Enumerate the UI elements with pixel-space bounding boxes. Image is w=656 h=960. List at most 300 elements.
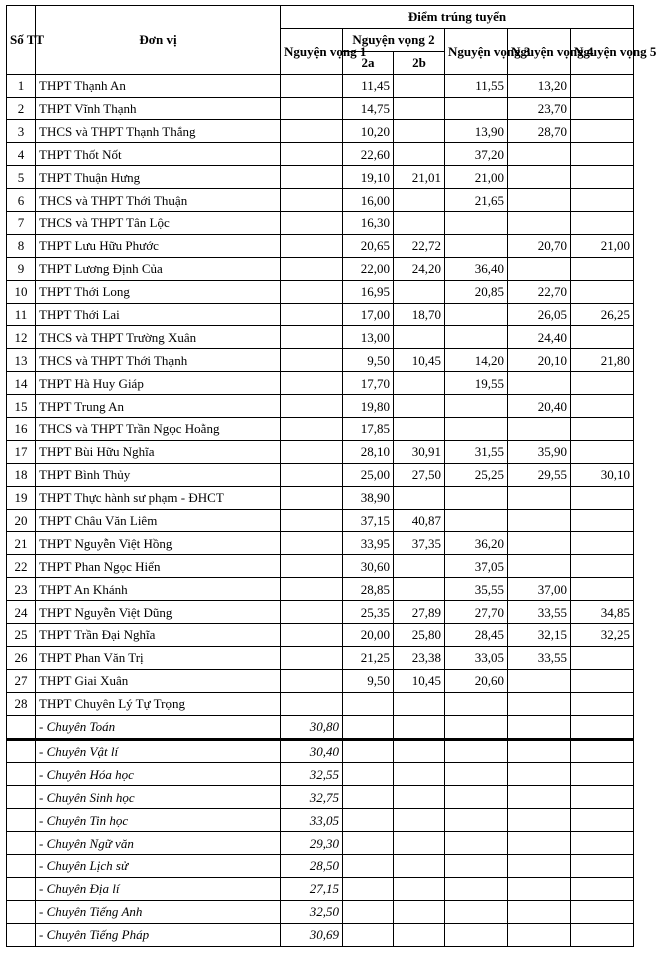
cell-nv4: 37,00 <box>508 578 571 601</box>
cell-nv3: 35,55 <box>445 578 508 601</box>
cell-nv2b <box>394 143 445 166</box>
table-row <box>7 189 634 212</box>
cell-stt <box>7 900 36 923</box>
cell-unit: THPT Nguyễn Việt Hồng <box>36 532 281 555</box>
cell-unit: THCS và THPT Trần Ngọc Hoằng <box>36 418 281 441</box>
cell-nv2a: 37,15 <box>343 509 394 532</box>
cell-nv2a: 28,85 <box>343 578 394 601</box>
cell-unit: - Chuyên Ngữ văn <box>36 832 281 855</box>
cell-nv4 <box>508 809 571 832</box>
cell-nv1 <box>281 257 343 280</box>
cell-nv3: 37,20 <box>445 143 508 166</box>
cell-nv2a: 28,10 <box>343 440 394 463</box>
cell-nv4 <box>508 877 571 900</box>
cell-nv1 <box>281 418 343 441</box>
header-nv3: Nguyện vọng 3 <box>445 28 508 74</box>
cell-nv1 <box>281 692 343 715</box>
table-row <box>7 303 634 326</box>
cell-nv1: 30,69 <box>281 923 343 946</box>
cell-unit: - Chuyên Sinh học <box>36 786 281 809</box>
cell-nv4 <box>508 372 571 395</box>
cell-nv5 <box>571 418 634 441</box>
cell-nv2b <box>394 692 445 715</box>
cell-nv2a: 13,00 <box>343 326 394 349</box>
cell-nv2a: 9,50 <box>343 349 394 372</box>
cell-stt: 12 <box>7 326 36 349</box>
cell-nv3 <box>445 786 508 809</box>
cell-nv3: 20,85 <box>445 280 508 303</box>
cell-stt: 16 <box>7 418 36 441</box>
cell-stt: 19 <box>7 486 36 509</box>
cell-stt <box>7 923 36 946</box>
cell-nv2a <box>343 923 394 946</box>
cell-nv2b: 18,70 <box>394 303 445 326</box>
cell-nv3: 27,70 <box>445 601 508 624</box>
cell-nv1: 32,50 <box>281 900 343 923</box>
cell-nv2b: 24,20 <box>394 257 445 280</box>
cell-nv4 <box>508 763 571 786</box>
cell-unit: THCS và THPT Thới Thuận <box>36 189 281 212</box>
cell-nv3: 33,05 <box>445 646 508 669</box>
cell-unit: THPT Thạnh An <box>36 74 281 97</box>
cell-nv1 <box>281 440 343 463</box>
header-nv4: Nguyện vọng 4 <box>508 28 571 74</box>
cell-nv3 <box>445 692 508 715</box>
cell-unit: THPT Trần Đại Nghĩa <box>36 624 281 647</box>
cell-nv4: 33,55 <box>508 646 571 669</box>
cell-nv2b: 25,80 <box>394 624 445 647</box>
cell-unit: - Chuyên Địa lí <box>36 877 281 900</box>
cell-nv2b: 30,91 <box>394 440 445 463</box>
cell-nv1 <box>281 74 343 97</box>
cell-stt <box>7 809 36 832</box>
cell-nv2a <box>343 854 394 877</box>
cell-nv5: 34,85 <box>571 601 634 624</box>
table-row <box>7 440 634 463</box>
cell-nv4: 22,70 <box>508 280 571 303</box>
cell-nv2b <box>394 372 445 395</box>
cell-unit: THPT Thới Long <box>36 280 281 303</box>
cell-nv4: 20,40 <box>508 395 571 418</box>
table-row <box>7 166 634 189</box>
cell-nv1: 28,50 <box>281 854 343 877</box>
header-stt: Số TT <box>7 6 36 75</box>
cell-unit: THPT Thới Lai <box>36 303 281 326</box>
cell-nv5 <box>571 715 634 739</box>
cell-nv1 <box>281 120 343 143</box>
cell-nv4: 23,70 <box>508 97 571 120</box>
cell-nv1: 30,40 <box>281 739 343 763</box>
cell-nv4 <box>508 418 571 441</box>
cell-nv1 <box>281 372 343 395</box>
cell-nv4 <box>508 739 571 763</box>
table-row <box>7 234 634 257</box>
table-row <box>7 486 634 509</box>
cell-nv5 <box>571 372 634 395</box>
cell-nv5 <box>571 555 634 578</box>
cell-nv2b <box>394 120 445 143</box>
cell-nv1 <box>281 212 343 235</box>
cell-stt: 18 <box>7 463 36 486</box>
cell-nv4 <box>508 669 571 692</box>
cell-nv1 <box>281 509 343 532</box>
header-nv2b: 2b <box>394 51 445 74</box>
cell-nv2a <box>343 692 394 715</box>
cell-nv1 <box>281 646 343 669</box>
cell-nv2a <box>343 786 394 809</box>
table-row <box>7 578 634 601</box>
cell-nv2a: 17,00 <box>343 303 394 326</box>
cell-unit: - Chuyên Tiếng Anh <box>36 900 281 923</box>
cell-nv4 <box>508 854 571 877</box>
cell-nv3 <box>445 326 508 349</box>
cell-nv1: 29,30 <box>281 832 343 855</box>
specialized-row <box>7 809 634 832</box>
cell-nv3: 21,65 <box>445 189 508 212</box>
cell-unit: THPT Thuận Hưng <box>36 166 281 189</box>
cell-nv4: 32,15 <box>508 624 571 647</box>
cell-nv5 <box>571 189 634 212</box>
table-row <box>7 509 634 532</box>
cell-nv1: 32,55 <box>281 763 343 786</box>
cell-nv4: 28,70 <box>508 120 571 143</box>
cell-nv2a: 21,25 <box>343 646 394 669</box>
cell-nv2a: 16,00 <box>343 189 394 212</box>
specialized-row <box>7 923 634 946</box>
cell-nv2b <box>394 832 445 855</box>
cell-nv2b <box>394 809 445 832</box>
cell-stt: 1 <box>7 74 36 97</box>
cell-stt: 14 <box>7 372 36 395</box>
cell-nv2a <box>343 809 394 832</box>
cell-nv5: 30,10 <box>571 463 634 486</box>
cell-nv5 <box>571 877 634 900</box>
cell-nv3 <box>445 97 508 120</box>
specialized-row <box>7 900 634 923</box>
cell-nv2b <box>394 923 445 946</box>
cell-unit: THPT Châu Văn Liêm <box>36 509 281 532</box>
specialized-row <box>7 739 634 763</box>
cell-stt: 7 <box>7 212 36 235</box>
cell-nv2a: 16,30 <box>343 212 394 235</box>
cell-nv1: 30,80 <box>281 715 343 739</box>
cell-nv4: 33,55 <box>508 601 571 624</box>
cell-stt: 6 <box>7 189 36 212</box>
cell-nv2a: 30,60 <box>343 555 394 578</box>
cell-stt: 17 <box>7 440 36 463</box>
cell-nv2a: 22,60 <box>343 143 394 166</box>
table-row <box>7 555 634 578</box>
cell-nv3 <box>445 739 508 763</box>
table-row <box>7 418 634 441</box>
cell-unit: THPT Lương Định Của <box>36 257 281 280</box>
cell-nv2a <box>343 739 394 763</box>
cell-nv2b <box>394 900 445 923</box>
cell-nv4 <box>508 900 571 923</box>
table-row <box>7 143 634 166</box>
cell-nv4 <box>508 832 571 855</box>
cell-nv3 <box>445 395 508 418</box>
cell-unit: - Chuyên Toán <box>36 715 281 739</box>
cell-unit: THPT Trung An <box>36 395 281 418</box>
cell-nv4: 20,10 <box>508 349 571 372</box>
cell-nv1 <box>281 601 343 624</box>
cell-nv3: 13,90 <box>445 120 508 143</box>
cell-nv5 <box>571 440 634 463</box>
cell-stt: 5 <box>7 166 36 189</box>
cell-nv1 <box>281 166 343 189</box>
cell-nv4: 24,40 <box>508 326 571 349</box>
cell-stt <box>7 877 36 900</box>
cell-nv2a: 19,10 <box>343 166 394 189</box>
cell-nv4 <box>508 143 571 166</box>
cell-unit: THPT Thốt Nốt <box>36 143 281 166</box>
cell-nv1 <box>281 349 343 372</box>
specialized-row <box>7 763 634 786</box>
cell-unit: THPT Nguyễn Việt Dũng <box>36 601 281 624</box>
specialized-row <box>7 854 634 877</box>
cell-nv1 <box>281 486 343 509</box>
cell-unit: - Chuyên Lịch sử <box>36 854 281 877</box>
cell-nv1 <box>281 326 343 349</box>
cell-nv5 <box>571 74 634 97</box>
cell-nv2a: 20,65 <box>343 234 394 257</box>
cell-nv2b <box>394 74 445 97</box>
cell-nv2b: 37,35 <box>394 532 445 555</box>
cell-nv2b <box>394 786 445 809</box>
cell-nv2b <box>394 763 445 786</box>
cell-nv1: 27,15 <box>281 877 343 900</box>
cell-unit: THPT Bình Thủy <box>36 463 281 486</box>
cell-nv3: 19,55 <box>445 372 508 395</box>
cell-nv2b: 10,45 <box>394 349 445 372</box>
cell-nv2a: 17,70 <box>343 372 394 395</box>
cell-nv3 <box>445 763 508 786</box>
cell-nv1 <box>281 463 343 486</box>
cell-nv4: 13,20 <box>508 74 571 97</box>
cell-nv5 <box>571 120 634 143</box>
cell-nv3 <box>445 212 508 235</box>
cell-nv2a: 10,20 <box>343 120 394 143</box>
cell-nv3: 14,20 <box>445 349 508 372</box>
cell-nv4 <box>508 692 571 715</box>
cell-stt <box>7 739 36 763</box>
cell-stt: 26 <box>7 646 36 669</box>
cell-nv3: 11,55 <box>445 74 508 97</box>
cell-nv3: 37,05 <box>445 555 508 578</box>
cell-nv5 <box>571 97 634 120</box>
cell-nv5 <box>571 739 634 763</box>
table-row <box>7 395 634 418</box>
cell-nv1 <box>281 578 343 601</box>
cell-nv2b: 10,45 <box>394 669 445 692</box>
table-header <box>7 6 656 75</box>
cell-nv2a: 11,45 <box>343 74 394 97</box>
cell-nv5 <box>571 509 634 532</box>
cell-nv3 <box>445 418 508 441</box>
cell-stt: 2 <box>7 97 36 120</box>
cell-nv2b <box>394 486 445 509</box>
cell-nv2a: 14,75 <box>343 97 394 120</box>
cell-nv3 <box>445 854 508 877</box>
table-row <box>7 97 634 120</box>
cell-nv1 <box>281 234 343 257</box>
cell-nv2a: 17,85 <box>343 418 394 441</box>
cell-nv1: 32,75 <box>281 786 343 809</box>
cell-nv5 <box>571 486 634 509</box>
cell-nv5 <box>571 166 634 189</box>
table-body <box>7 74 634 946</box>
cell-nv2a: 16,95 <box>343 280 394 303</box>
cell-nv3 <box>445 832 508 855</box>
cell-nv4 <box>508 189 571 212</box>
cell-nv1 <box>281 280 343 303</box>
cell-unit: - Chuyên Tiếng Pháp <box>36 923 281 946</box>
cell-nv5: 21,00 <box>571 234 634 257</box>
cell-nv5 <box>571 763 634 786</box>
cell-nv1 <box>281 143 343 166</box>
cell-nv2b: 40,87 <box>394 509 445 532</box>
cell-nv2a: 22,00 <box>343 257 394 280</box>
header-nv2: Nguyện vọng 2 <box>343 28 445 51</box>
cell-nv5 <box>571 578 634 601</box>
cell-nv4 <box>508 786 571 809</box>
table-row <box>7 257 634 280</box>
cell-nv5 <box>571 669 634 692</box>
cell-nv1 <box>281 532 343 555</box>
cell-unit: THPT Bùi Hữu Nghĩa <box>36 440 281 463</box>
cell-stt: 10 <box>7 280 36 303</box>
cell-unit: THPT Chuyên Lý Tự Trọng <box>36 692 281 715</box>
cell-nv4: 26,05 <box>508 303 571 326</box>
table-row <box>7 120 634 143</box>
cell-nv2a <box>343 715 394 739</box>
cell-nv2a: 19,80 <box>343 395 394 418</box>
cell-stt <box>7 786 36 809</box>
table-row <box>7 280 634 303</box>
cell-nv5 <box>571 532 634 555</box>
cell-nv2b <box>394 418 445 441</box>
cell-nv1: 33,05 <box>281 809 343 832</box>
cell-nv2b <box>394 280 445 303</box>
cell-unit: THPT Phan Ngọc Hiển <box>36 555 281 578</box>
cell-nv4 <box>508 715 571 739</box>
cell-nv4: 35,90 <box>508 440 571 463</box>
cell-nv5: 26,25 <box>571 303 634 326</box>
cell-nv2a: 25,00 <box>343 463 394 486</box>
table-row <box>7 601 634 624</box>
cell-nv5 <box>571 257 634 280</box>
cell-nv2b <box>394 854 445 877</box>
cell-nv3: 36,40 <box>445 257 508 280</box>
cell-unit: THPT Vĩnh Thạnh <box>36 97 281 120</box>
cell-nv4 <box>508 166 571 189</box>
cell-nv2b <box>394 189 445 212</box>
cell-stt: 27 <box>7 669 36 692</box>
cell-nv5 <box>571 786 634 809</box>
cell-stt: 21 <box>7 532 36 555</box>
cell-stt: 20 <box>7 509 36 532</box>
cell-nv3 <box>445 509 508 532</box>
cell-nv2b: 23,38 <box>394 646 445 669</box>
cell-stt: 9 <box>7 257 36 280</box>
cell-nv1 <box>281 669 343 692</box>
cell-unit: THCS và THPT Thới Thạnh <box>36 349 281 372</box>
cell-unit: - Chuyên Hóa học <box>36 763 281 786</box>
cell-stt: 11 <box>7 303 36 326</box>
header-nv5: Nguyện vọng 5 <box>571 28 634 74</box>
cell-stt: 13 <box>7 349 36 372</box>
cell-nv2a: 33,95 <box>343 532 394 555</box>
table-row <box>7 624 634 647</box>
cell-nv2b: 27,50 <box>394 463 445 486</box>
cell-nv3 <box>445 900 508 923</box>
admission-score-table <box>6 5 656 947</box>
cell-nv2b <box>394 877 445 900</box>
cell-unit: THCS và THPT Tân Lộc <box>36 212 281 235</box>
cell-unit: THPT Giai Xuân <box>36 669 281 692</box>
cell-stt: 8 <box>7 234 36 257</box>
cell-stt: 15 <box>7 395 36 418</box>
specialized-row <box>7 832 634 855</box>
cell-nv4 <box>508 257 571 280</box>
cell-nv2b <box>394 326 445 349</box>
cell-nv3: 36,20 <box>445 532 508 555</box>
cell-nv2b: 22,72 <box>394 234 445 257</box>
cell-stt: 28 <box>7 692 36 715</box>
header-nv2a: 2a <box>343 51 394 74</box>
cell-nv3 <box>445 303 508 326</box>
cell-nv4 <box>508 532 571 555</box>
cell-nv5 <box>571 854 634 877</box>
cell-stt <box>7 854 36 877</box>
header-nv1: Nguyện vọng 1 <box>281 28 343 74</box>
cell-nv2b <box>394 715 445 739</box>
cell-nv5 <box>571 326 634 349</box>
specialized-row <box>7 715 634 739</box>
cell-nv3 <box>445 923 508 946</box>
cell-nv2a: 9,50 <box>343 669 394 692</box>
table-row <box>7 349 634 372</box>
cell-nv1 <box>281 395 343 418</box>
cell-nv4 <box>508 555 571 578</box>
cell-nv2a <box>343 877 394 900</box>
cell-nv3: 28,45 <box>445 624 508 647</box>
cell-nv4 <box>508 509 571 532</box>
cell-nv4: 29,55 <box>508 463 571 486</box>
cell-nv3 <box>445 715 508 739</box>
cell-nv2b <box>394 97 445 120</box>
cell-nv3: 21,00 <box>445 166 508 189</box>
cell-nv3 <box>445 486 508 509</box>
cell-unit: THPT Phan Văn Trị <box>36 646 281 669</box>
cell-stt: 3 <box>7 120 36 143</box>
cell-nv5 <box>571 395 634 418</box>
table-row <box>7 326 634 349</box>
cell-stt <box>7 763 36 786</box>
cell-nv1 <box>281 555 343 578</box>
cell-unit: THCS và THPT Thạnh Thắng <box>36 120 281 143</box>
table-row <box>7 463 634 486</box>
cell-nv2a <box>343 832 394 855</box>
cell-nv3 <box>445 234 508 257</box>
cell-nv5 <box>571 809 634 832</box>
table-row <box>7 74 634 97</box>
cell-nv2a <box>343 763 394 786</box>
cell-unit: - Chuyên Tin học <box>36 809 281 832</box>
cell-nv2b <box>394 739 445 763</box>
cell-nv5: 32,25 <box>571 624 634 647</box>
